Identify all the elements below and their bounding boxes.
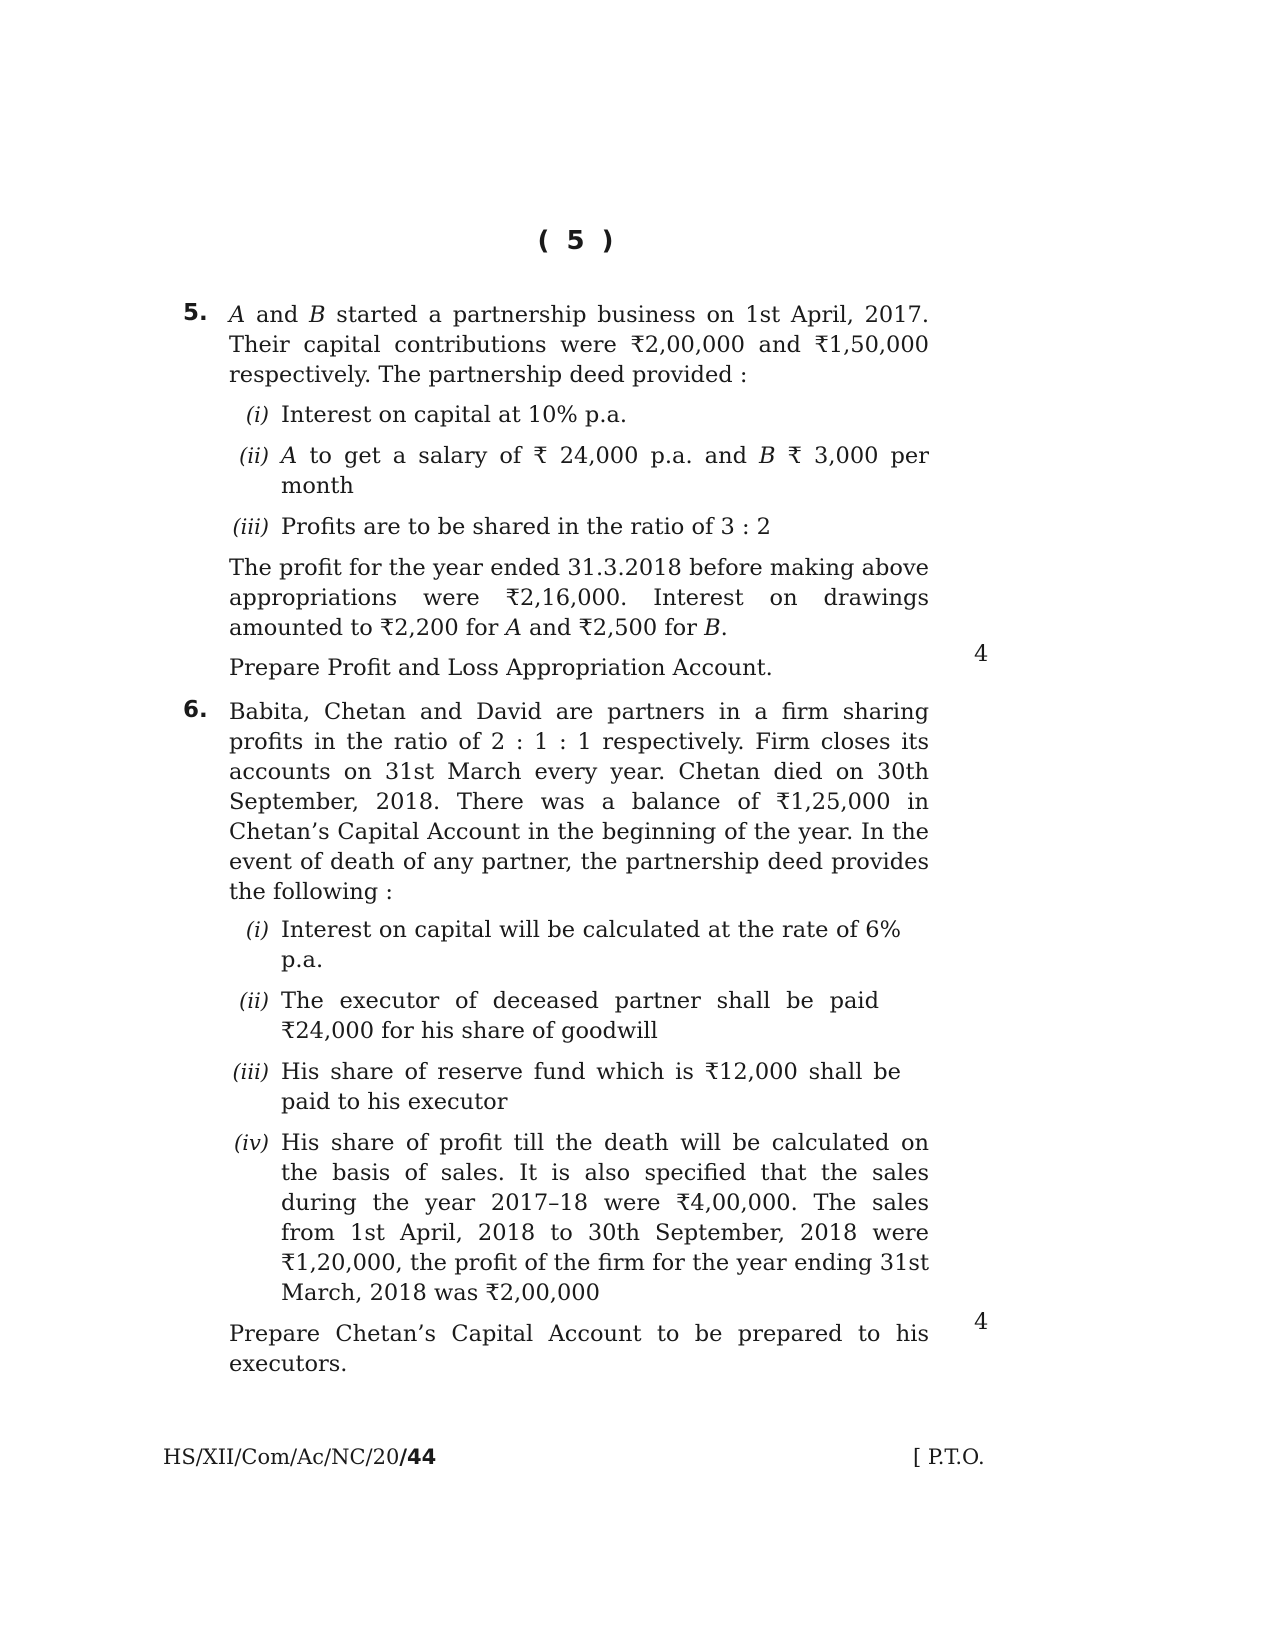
deed-provisions [229,915,929,1308]
partner-a: A [281,443,298,469]
question-details [229,553,929,643]
item-text: Interest on capital at 10% p.a. [281,402,628,428]
question-instruction: Prepare Profit and Loss Appropriation Account. [229,655,773,681]
item-text: Profits are to be shared in the ratio of 3 : 2 [281,514,772,540]
paper-code-suffix: /44 [399,1445,437,1469]
item-text-part: to get a salary of ₹ 24,000 p.a. and [297,443,760,469]
question-intro [229,300,929,390]
item-text: Interest on capital will be calculated at the rate of 6% p.a. [281,917,901,973]
marks: 4 [974,1309,989,1335]
deed-provisions [229,400,929,542]
item-text: The executor of deceased partner shall be paid ₹24,000 for his share of goodwill [281,988,879,1044]
item-numeral: (iii) [232,1060,269,1084]
item-text: His share of profit till the death will be calculated on the basis of sales. It is also specified that the sales during the year 2017–18 were ₹4,00,000. The sales from 1st April, 2018 to 30th September, 2018 were ₹1,20,000, the profit of the firm for the year ending 31st March, 2018 was ₹2,00,000 [281,1130,929,1306]
details-text: The profit for the year ended 31.3.2018 before making above appropriations were ₹2,16,000. Interest on drawings amounted to ₹2,200 for [229,555,929,641]
provision-item [229,512,929,542]
intro-text: and [245,302,310,328]
item-text [281,441,929,501]
item-text: His share of reserve fund which is ₹12,000 shall be paid to his executor [281,1059,901,1115]
question-number: 6. [183,697,208,723]
item-numeral: (iii) [232,515,269,539]
provision-item [229,400,929,430]
question-intro: Babita, Chetan and David are partners in a firm sharing profits in the ratio of 2 : 1 : 1 respectively. Firm closes its accounts on 31st March every year. Chetan died on 30th September, 2018. There was a balance of ₹1,25,000 in Chetan’s Capital Account in the beginning of the year. In the event of death of any partner, the partnership deed provides the following : [229,699,929,905]
item-numeral: (ii) [239,989,269,1013]
provision-item [229,915,929,975]
partner-a: A [505,615,522,641]
pto-label: [ P.T.O. [913,1445,985,1469]
provision-item [229,986,929,1046]
question-number: 5. [183,300,208,326]
provision-item [229,1057,929,1117]
item-numeral: (ii) [239,444,269,468]
provision-item [229,1128,929,1308]
question-instruction: Prepare Chetan’s Capital Account to be prepared to his executors. [229,1321,929,1377]
partner-b: B [759,443,776,469]
item-numeral: (iv) [234,1131,269,1155]
details-text: . [720,615,728,641]
item-numeral: (i) [245,403,269,427]
question-body [229,300,929,683]
partner-b: B [309,302,326,328]
partner-b: B [704,615,721,641]
question-body [229,697,929,1379]
provision-item [229,441,929,501]
partner-a: A [229,302,246,328]
details-text: and ₹2,500 for [521,615,705,641]
page-number: ( 5 ) [537,226,618,256]
paper-code [163,1445,436,1469]
item-numeral: (i) [245,918,269,942]
intro-text: started a partnership business on 1st April, 2017. Their capital contributions were ₹2,00,000 and ₹1,50,000 respectively. The partnership deed provided : [229,302,929,388]
paper-code-prefix: HS/XII/Com/Ac/NC/20 [163,1445,400,1469]
item-text-part: ₹ 3,000 per month [281,443,929,499]
marks: 4 [974,641,989,667]
